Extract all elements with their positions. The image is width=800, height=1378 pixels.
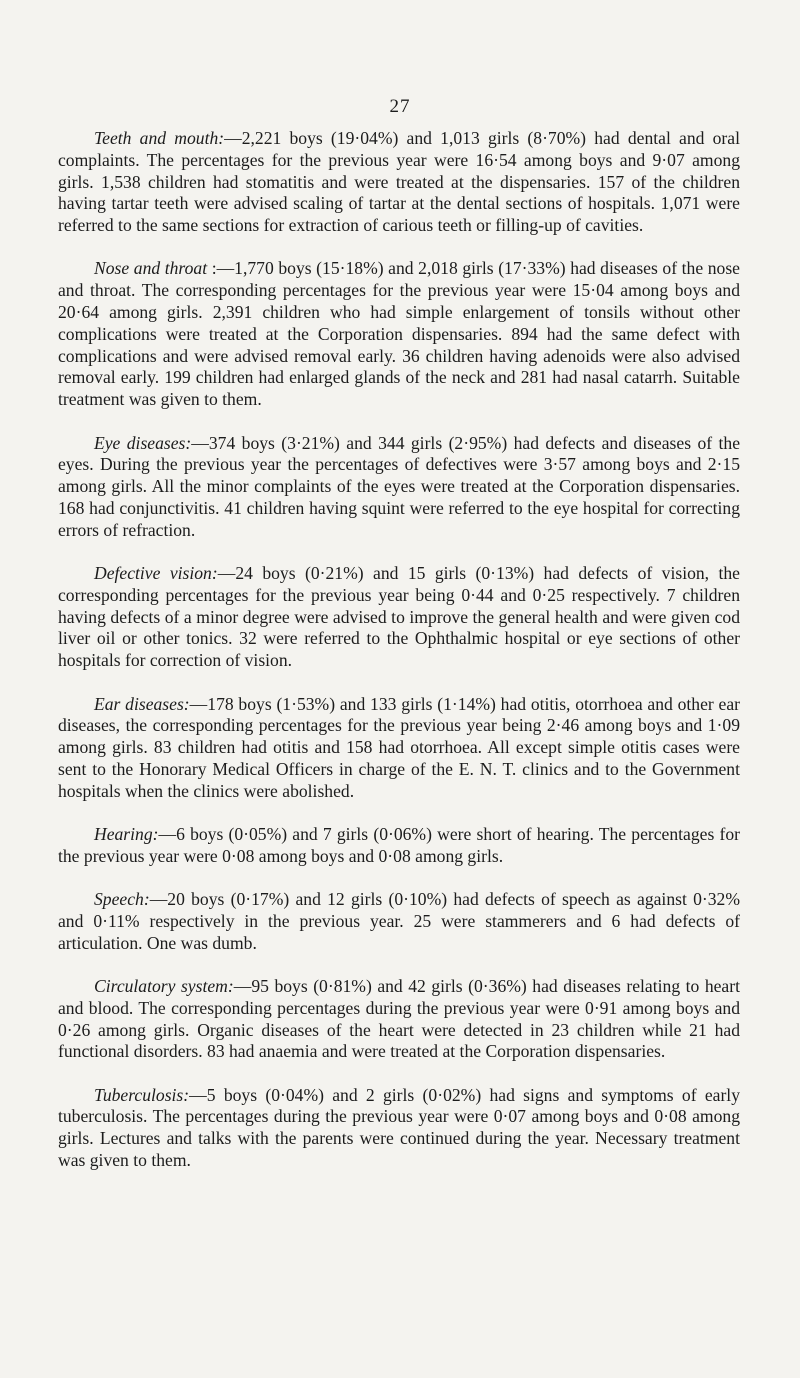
section-heading: Nose and throat xyxy=(94,258,208,279)
paragraph-tuberculosis xyxy=(58,1085,740,1172)
paragraph-speech xyxy=(58,889,740,954)
paragraph-text: :—1,770 boys (15·18%) and 2,018 girls (17·33%) had diseases of the nose and throat. The corresponding percentages for the previous year were 15·04 among boys and 20·64 among girls. 2,391 children who had simple enlargement of tonsils without other complications were treated at the Corporation dispensaries. 894 had the same defect with complications and were advised removal early. 36 children having adenoids were also advised removal early. 199 children had enlarged glands of the neck and 281 had nasal catarrh. Suitable treatment was given to them. xyxy=(58,258,740,410)
paragraph-ear-diseases xyxy=(58,694,740,803)
section-heading: Speech: xyxy=(94,889,150,910)
paragraph-circulatory-system xyxy=(58,976,740,1063)
section-heading: Ear diseases: xyxy=(94,693,190,714)
section-heading: Circulatory system: xyxy=(94,976,234,996)
paragraph-text: —178 boys (1·53%) and 133 girls (1·14%) had otitis, otorrhoea and other ear diseases, the corresponding percentages for the previous year being 2·46 among boys and 1·09 among girls. 83 children had otitis and 158 had otorrhoea. All except simple otitis cases were sent to the Honorary Medical Officers in charge of the E. N. T. clinics and to the Government hospitals when the clinics were abolished. xyxy=(58,693,740,801)
paragraph-text: —374 boys (3·21%) and 344 girls (2·95%) had defects and diseases of the eyes. During the previous year the percentages of defectives were 3·57 among boys and 2·15 among girls. All the minor complaints of the eyes were treated at the Corporation dispensaries. 168 had conjunctivitis. 41 children having squint were referred to the eye hospital for correcting errors of refraction. xyxy=(58,432,740,540)
section-heading: Tuberculosis: xyxy=(94,1084,190,1105)
paragraph-teeth-and-mouth xyxy=(58,128,740,237)
paragraph-hearing xyxy=(58,824,740,868)
paragraph-text: —5 boys (0·04%) and 2 girls (0·02%) had signs and symptoms of early tuberculosis. The percentages during the previous year were 0·07 among boys and 0·08 among girls. Lectures and talks with the parents were continued during the year. Necessary treatment was given to them. xyxy=(58,1084,740,1171)
page-content xyxy=(58,128,740,1193)
section-heading: Teeth and mouth: xyxy=(94,128,225,148)
page-number: 27 xyxy=(389,96,411,117)
paragraph-nose-and-throat xyxy=(58,258,740,411)
paragraph-eye-diseases xyxy=(58,433,740,542)
section-heading: Defective vision: xyxy=(94,563,218,584)
paragraph-text: —95 boys (0·81%) and 42 girls (0·36%) had diseases relating to heart and blood. The corresponding percentages during the previous year were 0·91 among boys and 0·26 among girls. Organic diseases of the heart were detected in 23 children while 21 had functional disorders. 83 had anaemia and were treated at the Corporation dispensaries. xyxy=(58,976,740,1062)
section-heading: Hearing: xyxy=(94,824,159,845)
paragraph-text: —20 boys (0·17%) and 12 girls (0·10%) had defects of speech as against 0·32% and 0·11% respectively in the previous year. 25 were stammerers and 6 had defects of articulation. One was dumb. xyxy=(58,889,740,953)
paragraph-text: —2,221 boys (19·04%) and 1,013 girls (8·70%) had dental and oral complaints. The percentages for the previous year were 16·54 among boys and 9·07 among girls. 1,538 children had stomatitis and were treated at the dispensaries. 157 of the children having tartar teeth were advised scaling of tartar at the dental sections of hospitals. 1,071 were referred to the same sections for extraction of carious teeth or filling-up of cavities. xyxy=(58,128,740,236)
paragraph-text: —24 boys (0·21%) and 15 girls (0·13%) had defects of vision, the corresponding percentages for the previous year being 0·44 and 0·25 respectively. 7 children having defects of a minor degree were advised to improve the general health and were given cod liver oil or other tonics. 32 were referred to the Ophthalmic hospital or eye sections of other hospitals for correction of vision. xyxy=(58,563,740,671)
section-heading: Eye diseases: xyxy=(94,432,192,453)
paragraph-text: —6 boys (0·05%) and 7 girls (0·06%) were short of hearing. The percentages for the previous year were 0·08 among boys and 0·08 among girls. xyxy=(58,824,740,866)
paragraph-defective-vision xyxy=(58,563,740,672)
